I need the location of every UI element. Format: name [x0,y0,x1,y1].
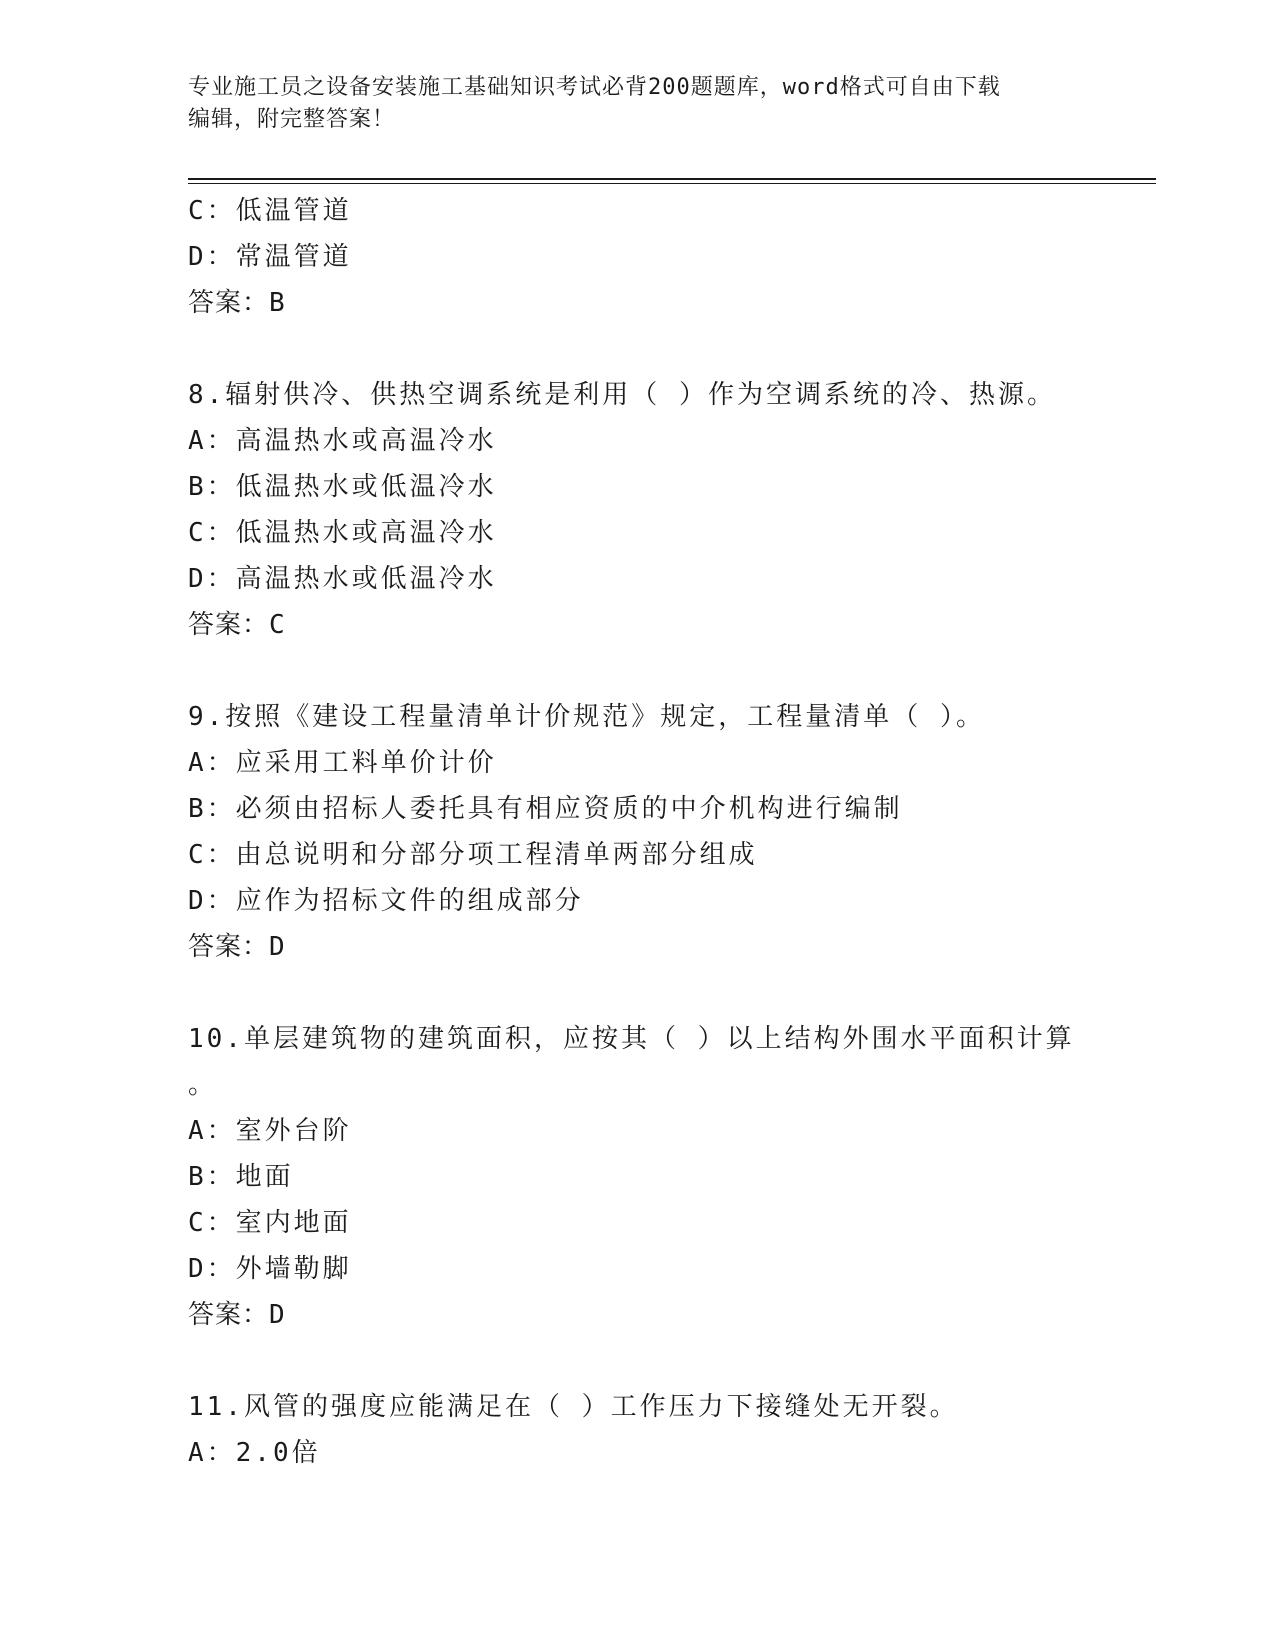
option-d: D：常温管道 [188,242,352,272]
option-a: A：应采用工料单价计价 [188,748,497,778]
spacer [188,1338,1088,1384]
option-b: B：必须由招标人委托具有相应资质的中介机构进行编制 [188,794,903,824]
option-c: C：低温热水或高温冷水 [188,518,497,548]
question-text: 8.辐射供冷、供热空调系统是利用（ ）作为空调系统的冷、热源。 [188,380,1056,410]
answer: 答案：D [188,1300,286,1330]
option-c: C：室内地面 [188,1208,352,1238]
option-c: C：低温管道 [188,196,352,226]
option-a: A：室外台阶 [188,1116,352,1146]
option-a: A：2.0倍 [188,1438,321,1468]
option-b: B：低温热水或低温冷水 [188,472,497,502]
question-8 [188,372,1088,648]
spacer [188,326,1088,372]
answer: 答案：B [188,288,286,318]
spacer [188,648,1088,694]
header-rule-thin [188,183,1156,184]
spacer [188,970,1088,1016]
question-9 [188,694,1088,970]
question-list [188,188,1088,1476]
option-d: D：高温热水或低温冷水 [188,564,497,594]
question-7-tail [188,188,1088,326]
option-d: D：外墙勒脚 [188,1254,352,1284]
question-10 [188,1016,1088,1338]
option-c: C：由总说明和分部分项工程清单两部分组成 [188,840,758,870]
header-line-2: 编辑，附完整答案！ [188,107,396,132]
option-d: D：应作为招标文件的组成部分 [188,886,584,916]
option-a: A：高温热水或高温冷水 [188,426,497,456]
question-11 [188,1384,1088,1476]
header-line-1: 专业施工员之设备安装施工基础知识考试必背200题题库，word格式可自由下载 [188,75,1001,100]
question-text: 11.风管的强度应能满足在（ ）工作压力下接缝处无开裂。 [188,1392,959,1422]
answer: 答案：D [188,932,286,962]
question-text: 9.按照《建设工程量清单计价规范》规定，工程量清单（ ）。 [188,702,985,732]
question-text: 10.单层建筑物的建筑面积，应按其（ ）以上结构外围水平面积计算 [188,1024,1075,1054]
option-b: B：地面 [188,1162,294,1192]
document-header [188,72,1068,136]
answer: 答案：C [188,610,286,640]
question-text-continued: 。 [188,1070,218,1100]
header-rule-thick [188,178,1156,180]
